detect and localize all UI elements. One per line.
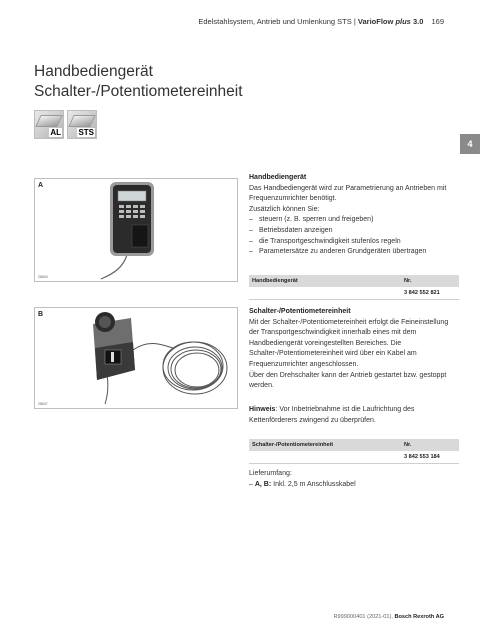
figure-code: 28604: [38, 275, 48, 279]
section-paragraph: Über den Drehschalter kann der Antrieb gestartet bzw. gestoppt werden.: [249, 371, 447, 390]
section-switch-unit: [249, 307, 459, 392]
scope-item: – A, B: Inkl. 2,5 m Anschlusskabel: [249, 480, 356, 488]
badge-label: AL: [50, 128, 61, 137]
list-item: – Parametersätze zu anderen Grundgeräten übertragen: [249, 247, 459, 258]
section-paragraph: Mit der Schalter-/Potentiometereinheit erfolgt die Feineinstellung der Transportgeschwindigkeit innerhalb eines mit dem Handbediengerät voreingestellten Bereiches. Die Schalter-/Potentiometereinheit wird über ein Kabel am Frequenzumrichter angeschlossen.: [249, 318, 449, 368]
page-footer: [334, 614, 445, 620]
material-badges: [34, 110, 97, 139]
section-intro: Das Handbediengerät wird zur Parametrierung an Antrieben mit Frequenzumrichter benötigt.: [249, 184, 447, 203]
footer-doc: R999000401 (2021-01),: [333, 614, 393, 620]
badge-label: STS: [78, 128, 94, 137]
handheld-unit-image: [35, 179, 237, 281]
figure-letter: A: [38, 182, 44, 189]
figure-a: [34, 178, 238, 282]
scope-of-delivery: [249, 469, 356, 490]
table-header-row: [249, 275, 459, 287]
scope-label: Lieferumfang:: [249, 470, 292, 477]
title-line-2: Schalter-/Potentiometereinheit: [34, 83, 243, 100]
header-section: Edelstahlsystem, Antrieb und Umlenkung STS |: [198, 17, 356, 26]
part-number: 3 842 553 184: [401, 451, 459, 464]
table-header-name: Schalter-/Potentiometereinheit: [249, 439, 401, 451]
footer-company: Bosch Rexroth AG: [394, 614, 444, 620]
table-header-row: [249, 439, 459, 451]
table-row: [249, 287, 459, 300]
page-title: [34, 62, 243, 102]
running-header: [198, 17, 444, 26]
order-table-handheld: [249, 275, 459, 300]
note-label: Hinweis: [249, 406, 276, 413]
figure-code: 28607: [38, 402, 48, 406]
table-header-name: Handbediengerät: [249, 275, 401, 287]
table-cell-empty: [249, 287, 401, 300]
section-heading: Handbediengerät: [249, 174, 307, 181]
list-item: – Betriebsdaten anzeigen: [249, 226, 459, 237]
table-header-number: Nr.: [401, 275, 459, 287]
profile-icon: [35, 115, 63, 127]
part-number: 3 842 552 821: [401, 287, 459, 300]
table-header-number: Nr.: [401, 439, 459, 451]
table-cell-empty: [249, 451, 401, 464]
header-brand: VarioFlow plus 3.0: [357, 17, 424, 26]
section-lead: Zusätzlich können Sie:: [249, 205, 320, 213]
note: [249, 405, 459, 426]
feature-list: [249, 215, 459, 257]
figure-b: [34, 307, 238, 409]
section-heading: Schalter-/Potentiometereinheit: [249, 308, 351, 315]
profile-icon: [68, 115, 96, 127]
switch-potentiometer-image: [35, 308, 237, 408]
figure-letter: B: [38, 311, 44, 318]
list-item: – die Transportgeschwindigkeit stufenlos regeln: [249, 237, 459, 248]
note-text: : Vor Inbetriebnahme ist die Laufrichtung des Kettenförderers zwingend zu überprüfen.: [249, 406, 415, 424]
page-number: 169: [431, 17, 444, 26]
title-line-1: Handbediengerät: [34, 63, 153, 80]
chapter-tab: 4: [460, 134, 480, 154]
badge-al: [34, 110, 64, 139]
table-row: [249, 451, 459, 464]
order-table-switch-unit: [249, 439, 459, 464]
section-handheld: [249, 173, 459, 258]
list-item: – steuern (z. B. sperren und freigeben): [249, 215, 459, 226]
badge-sts: [67, 110, 97, 139]
